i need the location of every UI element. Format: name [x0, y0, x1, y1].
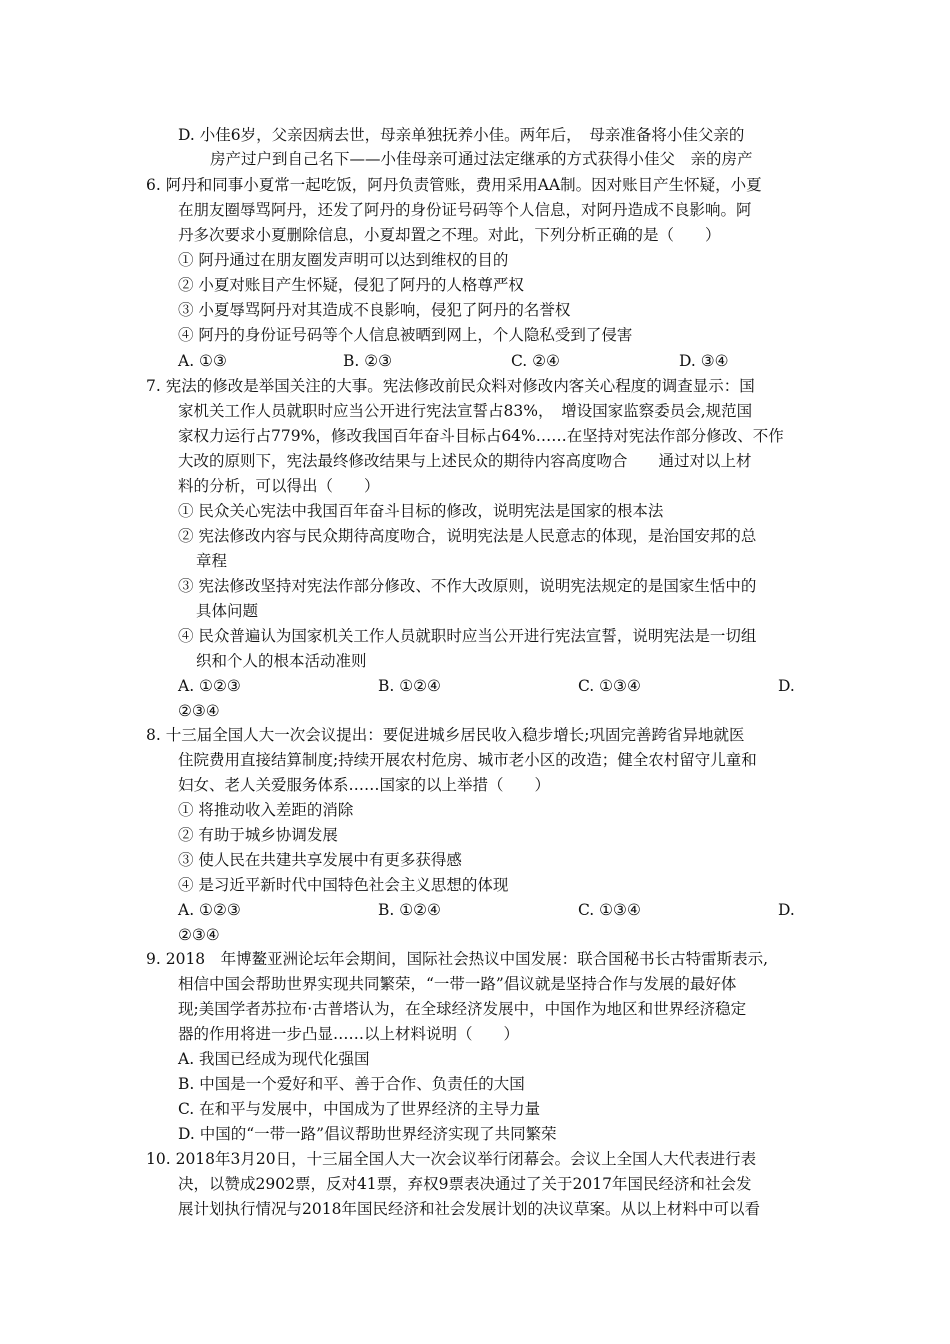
q6-stem-line-1: 6. 阿丹和同事小夏常一起吃饭，阿丹负责管账，费用采用AA制。因对账目产生怀疑，小夏 [146, 176, 762, 194]
q8-option-b: B. ①②④ [378, 901, 441, 919]
q8-stem-line-3: 妇女、老人关爱服务体系……国家的以上举措（ ） [178, 776, 551, 794]
q7-option-c: C. ①③④ [578, 677, 641, 695]
q6-stem-line-2: 在朋友圈辱骂阿丹，还发了阿丹的身份证号码等个人信息，对阿丹造成不良影响。阿 [178, 201, 752, 219]
q9-stem-line-1: 9. 2018 年博鳌亚洲论坛年会期间，国际社会热议中国发展：联合国秘书长古特雷斯表示, [146, 950, 769, 968]
q6-option-a: A. ①③ [178, 352, 227, 370]
q6-item-1: ① 阿丹通过在朋友圈发声明可以达到维权的目的 [178, 251, 509, 269]
q9-stem-line-3: 现;美国学者苏拉布·古普塔认为，在全球经济发展中，中国作为地区和世界经济稳定 [178, 1000, 747, 1018]
q5-option-d-line-2: 房产过户到自己名下——小佳母亲可通过法定继承的方式获得小佳父 亲的房产 [210, 150, 753, 168]
q8-option-d: D. [778, 901, 795, 919]
q7-item-4: ④ 民众普遍认为国家机关工作人员就职时应当公开进行宪法宣誓，说明宪法是一切组 [178, 627, 757, 645]
q9-option-b: B. 中国是一个爱好和平、善于合作、负责任的大国 [178, 1075, 525, 1093]
q7-option-a: A. ①②③ [178, 677, 241, 695]
q5-option-d-line-1: D. 小佳6岁，父亲因病去世，母亲单独抚养小佳。两年后， 母亲准备将小佳父亲的 [178, 126, 745, 144]
q8-item-4: ④ 是习近平新时代中国特色社会主义思想的体现 [178, 876, 509, 894]
q7-stem-line-5: 料的分析，可以得出（ ） [178, 477, 380, 495]
q7-item-1: ① 民众关心宪法中我国百年奋斗目标的修改，说明宪法是国家的根本法 [178, 502, 664, 520]
q9-option-c: C. 在和平与发展中，中国成为了世界经济的主导力量 [178, 1100, 541, 1118]
q7-stem-line-4: 大改的原则下，宪法最终修改结果与上述民众的期待内容高度吻合 通过对以上材 [178, 452, 752, 470]
q7-item-4-cont: 织和个人的根本活动准则 [196, 652, 367, 670]
q7-option-d-wrap: ②③④ [178, 702, 220, 720]
q7-item-3: ③ 宪法修改坚持对宪法作部分修改、不作大改原则，说明宪法规定的是国家生恬中的 [178, 577, 757, 595]
q6-item-4: ④ 阿丹的身份证号码等个人信息被晒到网上，个人隐私受到了侵害 [178, 326, 633, 344]
q7-stem-line-2: 家机关工作人员就职时应当公开进行宪法宣誓占83%， 增设国家监察委员会,规范国 [178, 402, 753, 420]
q10-stem-line-2: 决，以赞成2902票，反对41票，弃权9票表决通过了关于2017年国民经济和社会发 [178, 1175, 752, 1193]
q7-option-d: D. [778, 677, 795, 695]
q7-item-2-cont: 章程 [196, 552, 228, 570]
q8-item-3: ③ 使人民在共建共享发展中有更多获得感 [178, 851, 462, 869]
q10-stem-line-1: 10. 2018年3月20日，十三届全国人大一次会议举行闭幕会。会议上全国人大代表进行表 [146, 1150, 757, 1168]
q7-item-3-cont: 具体问题 [196, 602, 259, 620]
q8-item-1: ① 将推动收入差距的消除 [178, 801, 354, 819]
q6-option-b: B. ②③ [343, 352, 393, 370]
q7-option-b: B. ①②④ [378, 677, 441, 695]
q9-option-a: A. 我国已经成为现代化强国 [178, 1050, 370, 1068]
q8-stem-line-1: 8. 十三届全国人大一次会议提出：要促进城乡居民收入稳步增长;巩固完善跨省异地就医 [146, 726, 745, 744]
q7-stem-line-3: 家权力运行占779%，修改我国百年奋斗目标占64%……在坚持对宪法作部分修改、不作 [178, 427, 784, 445]
q9-stem-line-2: 相信中国会帮助世界实现共同繁荣，“一带一路”倡议就是坚持合作与发展的最好体 [178, 975, 737, 993]
q10-stem-line-3: 展计划执行情况与2018年国民经济和社会发展计划的决议草案。从以上材料中可以看 [178, 1200, 760, 1218]
q7-stem-line-1: 7. 宪法的修改是举国关注的大事。宪法修改前民众料对修改内客关心程度的调查显示：国 [146, 377, 755, 395]
q8-option-d-wrap: ②③④ [178, 926, 220, 944]
q6-item-3: ③ 小夏辱骂阿丹对其造成不良影响，侵犯了阿丹的名誉权 [178, 301, 571, 319]
q8-item-2: ② 有助于城乡协调发展 [178, 826, 338, 844]
q8-option-c: C. ①③④ [578, 901, 641, 919]
q6-stem-line-3: 丹多次要求小夏删除信息，小夏却置之不理。对此，下列分析正确的是（ ） [178, 226, 721, 244]
q7-item-2: ② 宪法修改内容与民众期待高度吻合，说明宪法是人民意志的体现，是治国安邦的总 [178, 527, 757, 545]
q9-option-d: D. 中国的“一带一路”倡议帮助世界经济实现了共同繁荣 [178, 1125, 557, 1143]
q6-option-d: D. ③④ [679, 352, 729, 370]
q8-option-a: A. ①②③ [178, 901, 241, 919]
q6-item-2: ② 小夏对账目产生怀疑，侵犯了阿丹的人格尊严权 [178, 276, 524, 294]
q9-stem-line-4: 器的作用将进一步凸显……以上材料说明（ ） [178, 1025, 520, 1043]
q8-stem-line-2: 住院费用直接结算制度;持续开展农村危房、城市老小区的改造；健全农村留守儿童和 [178, 751, 757, 769]
q6-option-c: C. ②④ [511, 352, 560, 370]
